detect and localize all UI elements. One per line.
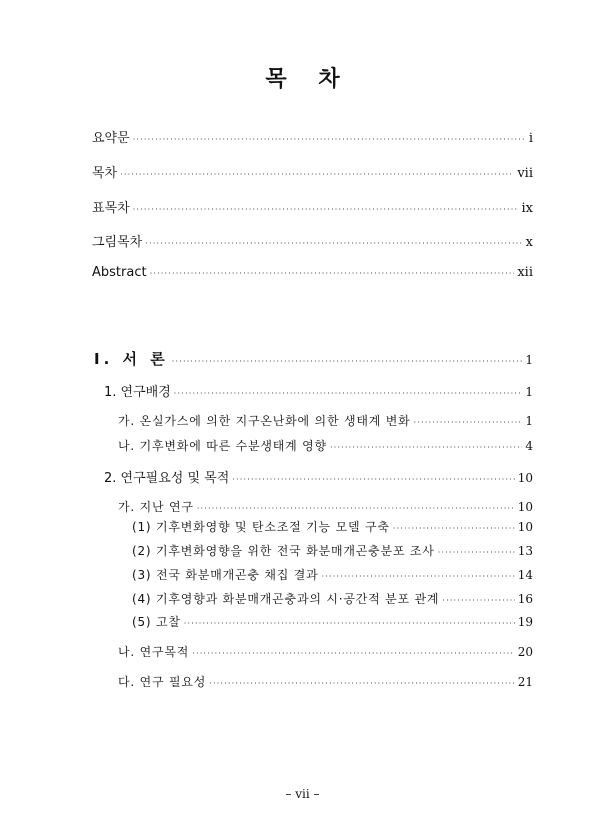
toc-entry-label: 가. 지난 연구 bbox=[118, 500, 194, 514]
toc-entry-label: 나. 연구목적 bbox=[118, 645, 190, 659]
toc-entry-page: vii bbox=[517, 166, 533, 181]
toc-entry-label: 다. 연구 필요성 bbox=[118, 675, 207, 689]
dot-leader bbox=[393, 524, 515, 533]
dot-leader bbox=[414, 418, 523, 427]
page-title: 목 차 bbox=[265, 67, 352, 92]
toc-subsection-2b[interactable] bbox=[118, 643, 533, 663]
dot-leader bbox=[209, 679, 515, 688]
toc-item-2a4[interactable] bbox=[132, 590, 533, 610]
dot-leader bbox=[330, 443, 522, 452]
toc-item-2a5[interactable] bbox=[132, 613, 533, 633]
toc-entry-summary[interactable] bbox=[92, 127, 533, 147]
toc-subsection-2a[interactable] bbox=[118, 498, 533, 518]
toc-subsection-2c[interactable] bbox=[118, 673, 533, 693]
toc-entry-label: 가. 온실가스에 의한 지구온난화에 의한 생태계 변화 bbox=[118, 414, 411, 428]
dot-leader bbox=[133, 135, 526, 144]
toc-entry-label: 목차 bbox=[92, 166, 118, 181]
dot-leader bbox=[442, 596, 514, 605]
toc-entry-page: 13 bbox=[517, 544, 533, 558]
dot-leader bbox=[145, 239, 522, 248]
toc-entry-page: 10 bbox=[517, 471, 533, 485]
toc-section-2[interactable] bbox=[104, 467, 533, 487]
toc-entry-label: (2) 기후변화영향을 위한 전국 화분매개곤충분포 조사 bbox=[132, 544, 435, 558]
toc-entry-page: xii bbox=[517, 265, 533, 280]
toc-entry-abstract[interactable] bbox=[92, 265, 533, 285]
dot-leader bbox=[322, 572, 515, 581]
dot-leader bbox=[120, 170, 514, 179]
toc-entry-label: 그림목차 bbox=[92, 235, 143, 250]
toc-entry-page: 20 bbox=[517, 645, 533, 659]
toc-subsection-1b[interactable] bbox=[118, 437, 533, 457]
toc-item-2a2[interactable] bbox=[132, 542, 533, 562]
toc-entry-label: (5) 고찰 bbox=[132, 615, 181, 629]
toc-entry-label: (1) 기후변화영향 및 탄소조절 기능 모델 구축 bbox=[132, 520, 390, 534]
toc-entry-page: 4 bbox=[525, 439, 533, 453]
dot-leader bbox=[232, 475, 514, 484]
toc-entry-page: 1 bbox=[525, 414, 533, 428]
toc-entry-page: 10 bbox=[517, 520, 533, 534]
dot-leader bbox=[184, 619, 515, 628]
toc-entry-label: 요약문 bbox=[92, 131, 130, 146]
toc-entry-label: Abstract bbox=[92, 265, 147, 280]
toc-entry-label: (3) 전국 화분매개곤충 채집 결과 bbox=[132, 568, 319, 582]
toc-entry-label: (4) 기후영향과 화분매개곤충과의 시·공간적 분포 관계 bbox=[132, 592, 440, 606]
toc-entry-page: 1 bbox=[525, 353, 533, 367]
toc-subsection-1a[interactable] bbox=[118, 412, 533, 432]
toc-entry-page: 10 bbox=[517, 500, 533, 514]
dot-leader bbox=[438, 548, 515, 557]
page-number-footer: – vii – bbox=[285, 787, 320, 801]
toc-entry-label: 나. 기후변화에 따른 수분생태계 영향 bbox=[118, 439, 327, 453]
toc-entry-contents[interactable] bbox=[92, 162, 533, 182]
dot-leader bbox=[174, 389, 523, 398]
dot-leader bbox=[197, 504, 515, 513]
toc-entry-page: i bbox=[528, 131, 533, 146]
dot-leader bbox=[172, 357, 523, 366]
toc-entry-label: Ⅰ. 서 론 bbox=[94, 350, 169, 368]
toc-entry-page: 19 bbox=[517, 615, 533, 629]
toc-entry-page: 14 bbox=[517, 568, 533, 582]
toc-entry-figures[interactable] bbox=[92, 231, 533, 251]
toc-entry-page: x bbox=[525, 235, 533, 250]
toc-entry-page: 16 bbox=[517, 592, 533, 606]
toc-item-2a1[interactable] bbox=[132, 518, 533, 538]
toc-entry-label: 1. 연구배경 bbox=[104, 385, 171, 400]
toc-entry-label: 표목차 bbox=[92, 201, 130, 216]
toc-entry-page: 21 bbox=[517, 675, 533, 689]
toc-section-1[interactable] bbox=[104, 381, 533, 401]
toc-entry-page: 1 bbox=[525, 385, 533, 399]
dot-leader bbox=[192, 649, 515, 658]
toc-entry-label: 2. 연구필요성 및 목적 bbox=[104, 471, 230, 486]
dot-leader bbox=[150, 269, 515, 278]
toc-item-2a3[interactable] bbox=[132, 566, 533, 586]
toc-chapter-1[interactable] bbox=[94, 348, 533, 368]
toc-entry-page: ix bbox=[521, 201, 533, 216]
toc-entry-tables[interactable] bbox=[92, 197, 533, 217]
dot-leader bbox=[133, 205, 519, 214]
